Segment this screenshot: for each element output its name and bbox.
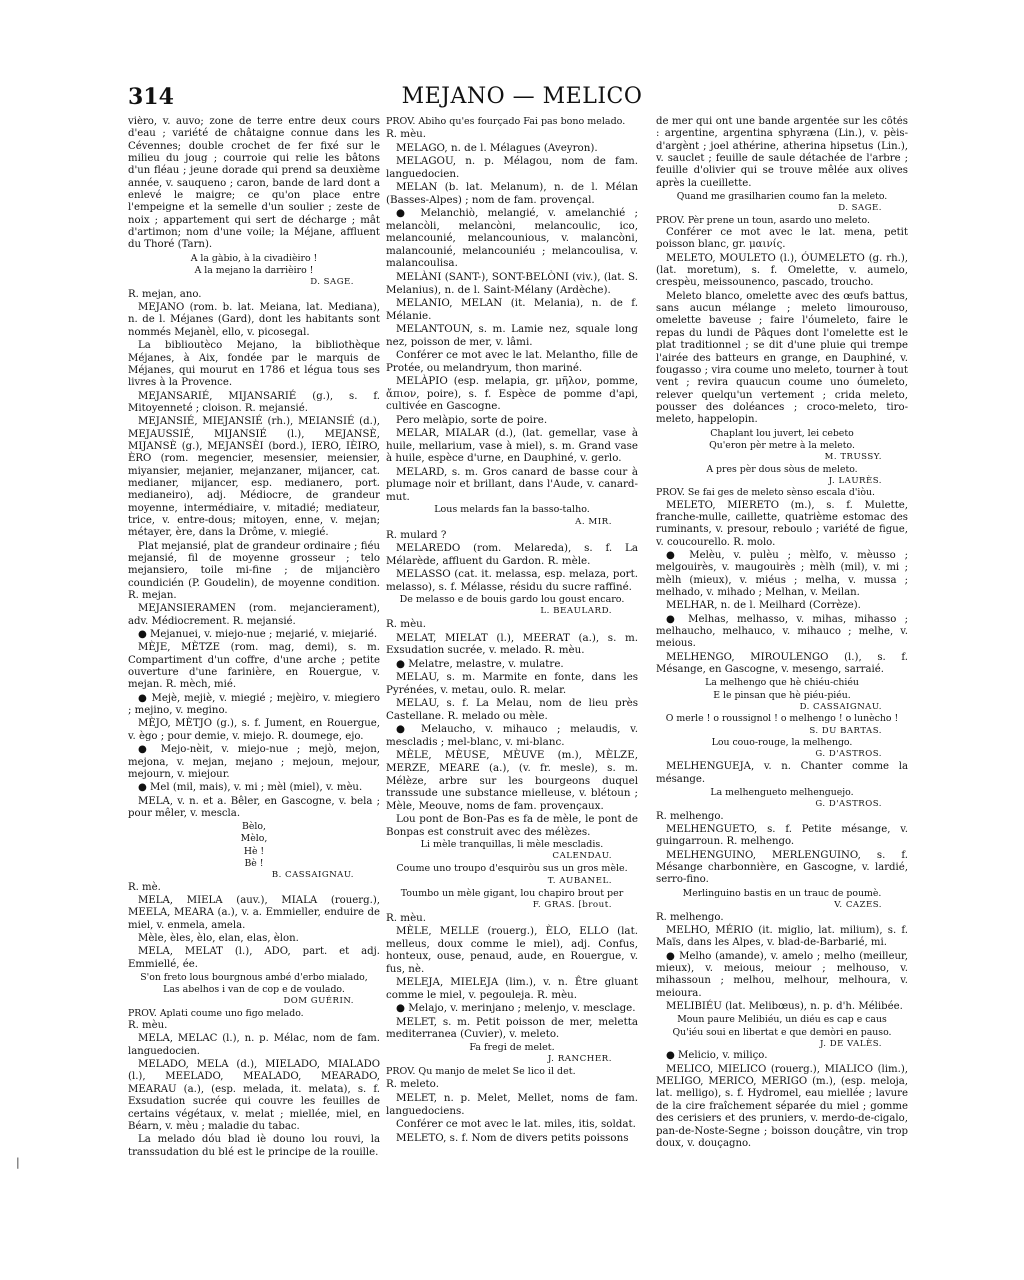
dictionary-entry: MELASSO (cat. it. melassa, esp. melaza, port. melasso), s. f. Mélasse, résidu du sucre raffiné. <box>386 568 638 593</box>
dictionary-ref: R. mèu. <box>386 618 427 631</box>
dictionary-entry: La biblioutèco Mejano, la bibliothèque Méjanes, à Aix, fondée par le marquis de Méjanes, qui mourut en 1786 et légua tous ses livres à la Provence. <box>128 340 380 389</box>
dictionary-attrib: J. DE VALÈS. <box>820 1038 882 1049</box>
dictionary-attrib: G. D'ASTROS. <box>815 799 882 810</box>
dictionary-quote: Moun paure Melibiéu, un diéu es cap e caus <box>677 1014 887 1026</box>
dictionary-quote: Quand me grasilharien coumo fan la meleto. <box>676 191 888 203</box>
dictionary-attrib: G. D'ASTROS. <box>815 749 882 760</box>
dictionary-quote: Qu'eron pèr metre à la meleto. <box>709 439 855 451</box>
dictionary-quote: La melhengo que hè chiéu-chiéu <box>705 677 859 689</box>
dictionary-ref: R. mèu. <box>386 911 427 924</box>
column-left <box>128 116 380 1176</box>
dictionary-entry: MELANIO, MELAN (it. Melania), n. de f. Mélanie. <box>386 297 638 322</box>
dictionary-bullet: ● Mel (mil, mais), v. mi ; mèl (miel), v. mèu. <box>138 782 363 794</box>
dictionary-entry: Plat mejansié, plat de grandeur ordinaire ; fiéu mejansié, fil de moyenne grosseur ; telo mejansiero, toile mi-fine ; de mijancièro coundicién (P. Goudelin), de moyenne condition. R. mejan. <box>128 540 380 602</box>
dictionary-quote: Qu'iéu soui en libertat e que demòri en pauso. <box>672 1026 892 1038</box>
dictionary-entry: MELET, s. m. Petit poisson de mer, meletta mediterranea (Cuvier), v. meleto. <box>386 1015 638 1041</box>
dictionary-entry: MELAU, s. m. Marmite en fonte, dans les Pyrénées, v. metau, oulo. R. melar. <box>386 671 638 696</box>
dictionary-quote: Merlinguino bastis en un trauc de poumè. <box>682 887 882 899</box>
dictionary-quote: A la gàbio, à la civadièiro ! <box>190 252 318 264</box>
dictionary-entry: MELETO, MOULETO (l.), ÓUMELETO (g. rh.), (lat. moretum), s. f. Omelette, v. aumelo, crespèu, meissounenco, pascado, troucho. <box>656 252 908 289</box>
dictionary-prov: PROV. Qu manjo de melet Se lico il det. <box>386 1066 576 1078</box>
dictionary-ref: R. mèu. <box>386 128 427 141</box>
running-title: MEJANO — MELICO <box>401 84 643 109</box>
dictionary-prov: PROV. Se fai ges de meleto sènso escala d'iòu. <box>656 487 875 499</box>
dictionary-entry: MELA, v. n. et a. Bêler, en Gascogne, v. bela ; pour mêler, v. mescla. <box>128 795 380 819</box>
dictionary-entry: MEJANO (rom. b. lat. Meiana, lat. Mediana), n. de l. Méjanes (Gard), dont les habitants sont nommés Mejanèl, ello, v. picosegal. <box>128 302 380 338</box>
dictionary-attrib: V. CAZES. <box>834 899 882 910</box>
dictionary-quote: O merle ! o roussignol ! o melhengo ! o lunècho ! <box>665 713 899 725</box>
dictionary-attrib: D. CASSAIGNAU. <box>799 701 882 712</box>
margin-mark: | <box>16 1156 20 1169</box>
dictionary-attrib: J. RANCHER. <box>547 1054 612 1065</box>
dictionary-bullet: ● Melicio, v. miliço. <box>666 1050 768 1062</box>
dictionary-quote: Coume uno troupo d'esquiròu sus un gros mèle. <box>396 863 628 875</box>
dictionary-entry: Mèle, èles, èlo, elan, elas, èlon. <box>138 932 299 944</box>
dictionary-entry: MELHENGO, MIROULENGO (l.), s. f. Mésange, en Gascogne, v. mesengo, sarraié. <box>656 651 908 676</box>
dictionary-text: vièro, v. auvo; zone de terre entre deux cours d'eau ; variété de châtaigne connue dans les Cévennes; double crochet de fer fixé sur le milieu du joug ; courroie qui relie les bâtons d'un fléau ; jeune dorade qui prend sa deuxième année, v. sauqueno ; caron, bande de lard dont a enlevé le maigre; ce qu'on place entre l'empeigne et la semelle d'un soulier ; zeste de noix ; appartement qui sert de décharge ; mât d'artimon; nom d'une voile; la Méjane, affluent du Thoré (Tarn). <box>128 116 380 251</box>
dictionary-ref: R. mejan, ano. <box>128 288 202 300</box>
dictionary-quote: Chaplant lou juvert, lei cebeto <box>710 427 854 439</box>
dictionary-text: de mer qui ont une bande argentée sur les côtés : argentine, argentina sphyræna (Lin.), v. pèis-d'argènt ; joel athérine, atherina hipsetus (Lin.), v. sauclet ; feuille de saule détachée de l'arbre ; feuille d'olivier qui se trouve mêlée aux olives après la cueillette. <box>656 116 908 189</box>
dictionary-ref: R. melhengo. <box>656 911 724 923</box>
dictionary-quote: Hè ! <box>243 845 265 857</box>
page-header <box>128 84 916 114</box>
dictionary-prov: PROV. Abiho qu'es fourçado Fai pas bono melado. <box>386 116 626 127</box>
dictionary-entry: MELÀNI (SANT-), SONT-BELÒNI (viv.), (lat. S. Melanius), n. de l. Saint-Mélany (Ardèche). <box>386 270 638 296</box>
dictionary-entry: MELAGO, n. de l. Mélagues (Aveyron). <box>396 141 598 154</box>
dictionary-bullet: ● Melèu, v. pulèu ; mèlfo, v. mèusso ; melgouirès, v. maugouirès ; mèlh (mil), v. mi ; mèlh (mieux), v. miéus ; melha, v. mussa ; melhado, v. mihado ; Melhan, v. Meilan. <box>656 549 908 599</box>
dictionary-quote: Lou couo-rouge, la melhengo. <box>711 737 853 749</box>
dictionary-bullet: ● Melanchiò, melangié, v. amelanchié ; melancòli, melancòni, melancoulic, ico, melancounié, melancounious, v. malancòni, malancounié, melancouniéu ; melancoulisa, v. malancoulisa. <box>386 207 638 270</box>
dictionary-ref: R. mèu. <box>128 1020 168 1032</box>
dictionary-entry: MEJANSARIÉ, MIJANSARIÉ (g.), s. f. Mitoyenneté ; cloison. R. mejansié. <box>128 390 380 414</box>
dictionary-entry: MEJANSIÉ, MIEJANSIÉ (rh.), MEIANSIÉ (d.), MEJAUSSIÉ, MIJANSIÉ (l.), MEJANSÈ, MIJANSÈ (g.), MEJANSÈI (bord.), IERO, IÈIRO, ÈRO (rom. megencier, mesensier, meiensier, miyansier, mejanier, mejanzaner, mijancer, cat. medianer, mijancer, esp. medianero, port. medianeiro), adj. Médiocre, de grandeur moyenne, intermédiaire, v. mitadié; mediateur, trice, v. entre-dous; mitoyen, enne, v. mejan; métayer, ère, dans la Drôme, v. miegié. <box>128 416 380 539</box>
dictionary-bullet: ● Melho (amande), v. amelo ; melho (meilleur, mieux), v. meious, meiour ; melhouso, v. mihassoun ; melhou, melhour, melhoura, v. meioura. <box>656 950 908 999</box>
dictionary-attrib: L. BEAULARD. <box>540 606 612 617</box>
dictionary-attrib: B. CASSAIGNAU. <box>271 869 354 880</box>
dictionary-attrib: J. LAURÈS. <box>828 475 882 486</box>
dictionary-entry: Conférer ce mot avec le lat. Melantho, fille de Protée, ou melandryum, thon mariné. <box>386 349 638 374</box>
dictionary-quote: A pres pèr dous sòus de meleto. <box>706 463 858 475</box>
dictionary-quote: Las abelhos i van de cop e de voulado. <box>163 984 345 996</box>
dictionary-entry: MÈLE, MELLE (rouerg.), ÈLO, ELLO (lat. melleus, doux comme le miel), adj. Confus, honteux, ouse, penaud, aude, en Rouergue, v. fus, nè. <box>386 925 638 975</box>
text-columns <box>128 116 918 1176</box>
dictionary-entry: MELA, MELAC (l.), n. p. Mélac, nom de fam. languedocien. <box>128 1033 380 1057</box>
dictionary-entry: Conférer ce mot avec le lat. mena, petit poisson blanc, gr. μαινίς. <box>656 227 908 251</box>
dictionary-quote: Li mèle tranquillas, li mèle mescladis. <box>420 839 604 851</box>
dictionary-entry: MELADO, MELA (d.), MIELADO, MIALADO (l.), MEELADO, MEALADO, MEARADO, MEARAU (a.), (esp. melada, it. melata), s. f. Exsudation sucrée qui couvre les feuilles de certains végétaux, v. melat ; miellée, miel, en Béarn, v. mèu ; maladie du tabac. <box>128 1059 380 1132</box>
dictionary-entry: MELÀPIO (esp. melapia, gr. μῆλον, pomme, ἄπιον, poire), s. f. Espèce de pomme d'api, cultivée en Gascogne. <box>386 375 638 413</box>
dictionary-ref: R. mè. <box>128 881 161 893</box>
dictionary-attrib: D. SAGE. <box>838 203 882 214</box>
dictionary-attrib: M. TRUSSY. <box>824 451 882 462</box>
dictionary-entry: MELETO, MIERETO (m.), s. f. Mulette, franche-mulle, caillette, quatrième estomac des ruminants, v. presour, reboulo ; variété de figue, v. coucourello. R. molo. <box>656 499 908 548</box>
dictionary-entry: Pero melàpio, sorte de poire. <box>396 413 548 426</box>
dictionary-entry: MELETO, s. f. Nom de divers petits poissons <box>396 1131 629 1144</box>
dictionary-attrib: CALENDAU. <box>552 851 612 862</box>
dictionary-entry: Conférer ce mot avec le lat. miles, itis, soldat. <box>396 1118 636 1131</box>
dictionary-entry: MELAN (b. lat. Melanum), n. de l. Mélan (Basses-Alpes) ; nom de fam. provençal. <box>386 181 638 206</box>
dictionary-entry: MELHENGUEJA, v. n. Chanter comme la mésange. <box>656 761 908 785</box>
dictionary-ref: R. meleto. <box>386 1078 439 1091</box>
dictionary-quote: De melasso e de bouis gardo lou goust encaro. <box>399 594 625 606</box>
dictionary-quote: Bè ! <box>244 857 264 869</box>
dictionary-entry: Meleto blanco, omelette avec des œufs battus, sans aucun mélange ; meleto limourouso, omelette baveuse ; faire l'óumeleto, faire le repas du lundi de Pâques dont l'omelette est le plat traditionnel ; se dit d'une pluie qui trempe l'airée des batteurs en grange, en Dauphiné, v. fougasso ; vira coume uno meleto, tourner à tout vent ; revira quaucun coume uno óumeleto, relever quelqu'un vertement ; crida meleto, pousser des doléances ; croco-meleto, tiro-meleto, happelopin. <box>656 290 908 426</box>
dictionary-entry: MELET, n. p. Melet, Mellet, noms de fam. languedociens. <box>386 1092 638 1117</box>
dictionary-entry: MELA, MELAT (l.), ADO, part. et adj. Emmiellé, ée. <box>128 946 380 970</box>
dictionary-quote: E le pinsan que hè piéu-piéu. <box>713 689 851 701</box>
dictionary-entry: MELAGOU, n. p. Mélagou, nom de fam. languedocien. <box>386 155 638 180</box>
dictionary-bullet: ● Melhas, melhasso, v. mihas, mihasso ; melhaucho, melhauco, v. mihauco ; melhe, v. meious. <box>656 613 908 650</box>
dictionary-entry: La melado dóu blad iè douno lou rouvi, la transsudation du blé est le principe de la rouille. <box>128 1134 380 1158</box>
dictionary-attrib: D. SAGE. <box>310 277 354 288</box>
dictionary-entry: MELAU, s. f. La Melau, nom de lieu près Castellane. R. melado ou mèle. <box>386 697 638 722</box>
dictionary-prov: PROV. Pèr prene un toun, asardo uno meleto. <box>656 214 870 226</box>
dictionary-entry: MELEJA, MIELEJA (lim.), v. n. Être gluant comme le miel, v. pegouleja. R. mèu. <box>386 976 638 1001</box>
dictionary-quote: Bèlo, <box>242 821 266 833</box>
dictionary-bullet: ● Mejo-nèit, v. miejo-nue ; mejò, mejon, mejona, v. mejan, mejano ; mejoun, mejour, mejourn, v. miejour. <box>128 744 380 780</box>
dictionary-bullet: ● Melatre, melastre, v. mulatre. <box>396 657 564 670</box>
dictionary-entry: MÈJO, MÈTJO (g.), s. f. Jument, en Rouergue, v. ègo ; pour demie, v. miejo. R. doumege, ejo. <box>128 718 380 742</box>
dictionary-entry: MELARD, s. m. Gros canard de basse cour à plumage noir et brillant, dans l'Aude, v. canard-mut. <box>386 465 638 503</box>
dictionary-bullet: ● Melaucho, v. mihauco ; melaudis, v. mescladis ; mel-blanc, v. mi-blanc. <box>386 723 638 748</box>
dictionary-attrib: F. GRAS. [brout. <box>532 899 612 910</box>
dictionary-entry: MELANTOUN, s. m. Lamie nez, squale long nez, poisson de mer, v. lâmi. <box>386 323 638 348</box>
dictionary-attrib: A. MIR. <box>575 516 612 527</box>
dictionary-entry: MELHAR, n. de l. Meilhard (Corrèze). <box>666 600 861 612</box>
dictionary-quote: Fa fregi de melet. <box>469 1041 555 1053</box>
dictionary-quote: La melhengueto melhenguejo. <box>710 786 854 798</box>
dictionary-entry: MELHENGUETO, s. f. Petite mésange, v. guingarroun. R. melhengo. <box>656 824 908 848</box>
dictionary-attrib: S. DU BARTAS. <box>809 725 882 736</box>
dictionary-bullet: ● Mejè, mejiè, v. miegié ; mejèiro, v. miegiero ; mejino, v. megino. <box>128 692 380 717</box>
dictionary-ref: R. melhengo. <box>656 810 724 822</box>
dictionary-entry: MÈLE, MÈUSE, MÈUVE (m.), MÈLZE, MERZE, MEARE (a.), (v. fr. mesle), s. m. Mélèze, arbre sur les bourgeons duquel transsude une substance mielleuse, v. blétoun ; Mèle, Meouve, noms de fam. provençaux. <box>386 749 638 812</box>
dictionary-entry: MELIBIÉU (lat. Melibœus), n. p. d'h. Mélibée. <box>666 1001 903 1013</box>
dictionary-entry: MÈJE, MÈTZE (rom. mag, demi), s. m. Compartiment d'un coffre, d'une arche ; petite ouverture d'une farinière, en Rouergue, v. mejan. R. mèch, mié. <box>128 642 380 691</box>
dictionary-quote: Toumbo un mèle gigant, lou chapiro brout per <box>400 887 624 899</box>
page-number: 314 <box>128 84 174 110</box>
dictionary-attrib: DOM GUÉRIN. <box>283 996 354 1007</box>
dictionary-entry: MELHO, MÉRIO (it. miglio, lat. milium), s. f. Maïs, dans les Alpes, v. blad-de-Barbarié, mi. <box>656 925 908 949</box>
dictionary-quote: S'on freto lous bourgnous ambé d'erbo mialado, <box>140 971 368 983</box>
dictionary-entry: MELHENGUINO, MERLENGUINO, s. f. Mésange charbonnière, en Gascogne, v. lardié, serro-fino. <box>656 849 908 886</box>
dictionary-quote: Lous melards fan la basso-talho. <box>434 504 590 516</box>
dictionary-entry: MELAR, MIALAR (d.), (lat. gemellar, vase à huile, mellarium, vase à miel), s. m. Grand vase à huile, espèce d'urne, en Dauphiné, v. gerlo. <box>386 427 638 465</box>
dictionary-entry: MELAT, MIELAT (l.), MEERAT (a.), s. m. Exsudation sucrée, v. melado. R. mèu. <box>386 631 638 657</box>
column-right <box>656 116 908 1176</box>
dictionary-entry: MELAREDO (rom. Melareda), s. f. La Mélarède, affluent du Gardon. R. mèle. <box>386 542 638 567</box>
dictionary-entry: MELICO, MIELICO (rouerg.), MIALICO (lim.), MELIGO, MERICO, MERIGO (m.), (esp. meloja, lat. melligo), s. f. Hydromel, eau miellée ; lavure de la cire fraîchement séparée du miel ; gomme des cerisiers et des pruniers, v. merdo-de-cigalo, pan-de-Noste-Segne ; boisson douçâtre, vin trop doux, v. douçagno. <box>656 1063 908 1149</box>
dictionary-entry: MELA, MIELA (auv.), MIALA (rouerg.), MEELA, MEARA (a.), v. a. Emmieller, enduire de miel, v. enmela, amela. <box>128 894 380 931</box>
dictionary-attrib: T. AUBANEL. <box>547 875 612 886</box>
column-middle <box>386 116 638 1176</box>
dictionary-quote: Mèlo, <box>240 833 268 845</box>
dictionary-quote: A la mejano la darrièiro ! <box>194 264 314 276</box>
dictionary-entry: Lou pont de Bon-Pas es fa de mèle, le pont de Bonpas est construit avec des mélèzes. <box>386 813 638 838</box>
dictionary-bullet: ● Melajo, v. merinjano ; melenjo, v. mesclage. <box>396 1002 636 1015</box>
dictionary-bullet: ● Mejanuei, v. miejo-nue ; mejarié, v. miejarié. <box>138 629 378 641</box>
dictionary-ref: R. mulard ? <box>386 528 447 541</box>
dictionary-prov: PROV. Aplati coume uno figo melado. <box>128 1007 304 1019</box>
dictionary-entry: MEJANSIERAMEN (rom. mejancierament), adv. Médiocrement. R. mejansié. <box>128 603 380 627</box>
